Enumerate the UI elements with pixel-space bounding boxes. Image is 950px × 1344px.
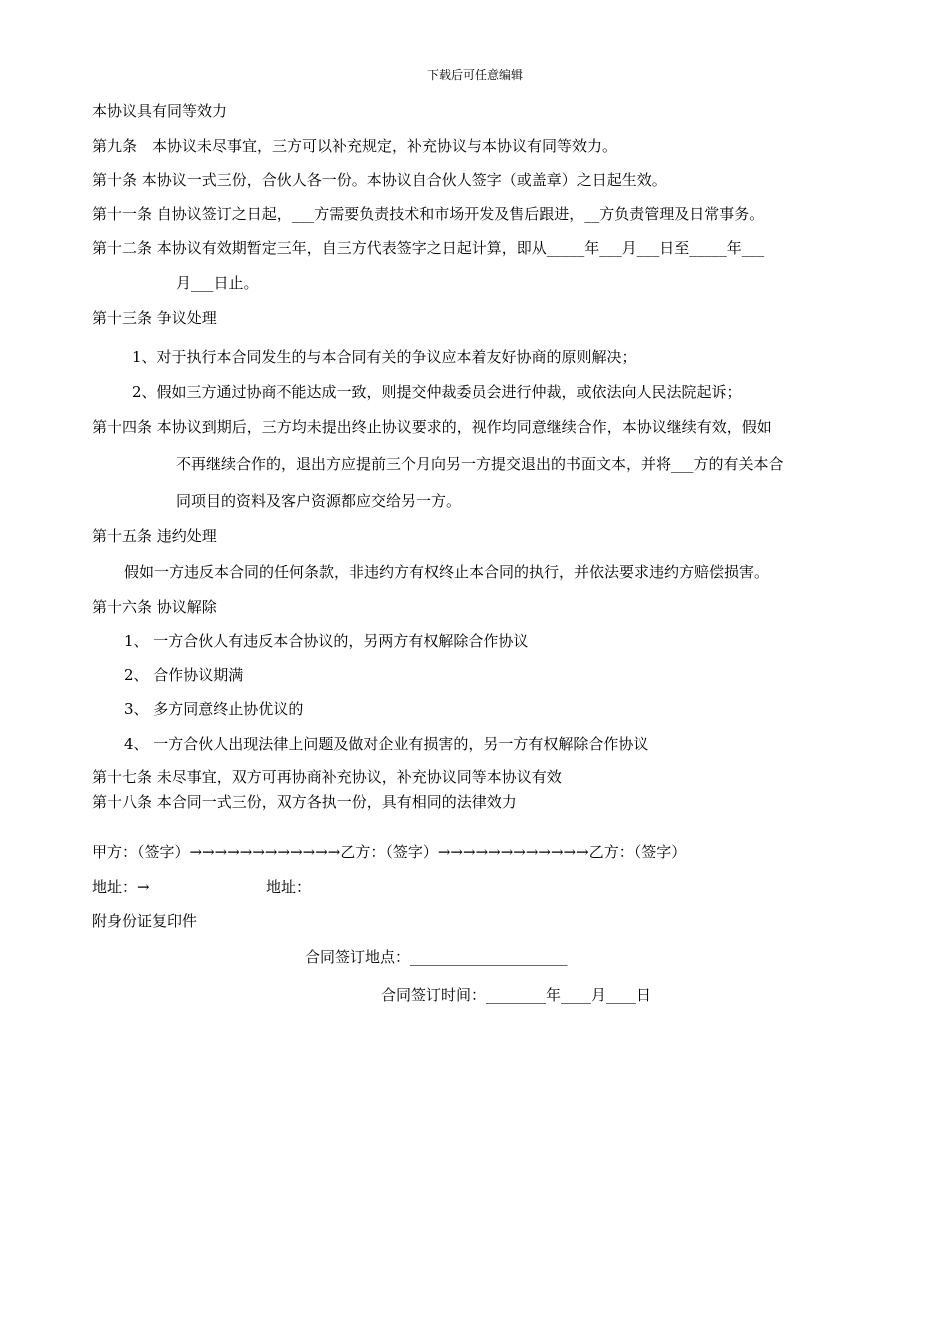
page-header: 下载后可任意编辑	[426, 68, 523, 82]
party-b2-signature-label: 乙方：（签字）	[588, 843, 687, 861]
tab-arrows-icon: →→→→→→→→→→→→	[437, 843, 589, 861]
clause-15-text: 假如一方违反本合同的任何条款，非违约方有权终止本合同的执行，并依法要求违约方赔偿损害。	[124, 563, 770, 581]
clause-18: 第十八条 本合同一式三份，双方各执一份，具有相同的法律效力	[92, 793, 517, 811]
party-a-signature-label: 甲方：（签字）	[92, 843, 190, 861]
tab-arrows-icon: →→→→→→→→→→→→	[189, 843, 341, 861]
signature-row	[92, 842, 686, 862]
clause-15-title: 第十五条 违约处理	[92, 527, 217, 545]
address-a: 地址：→	[92, 878, 150, 896]
clause-12-cont: 月___日止。	[176, 274, 259, 292]
clause-13-title: 第十三条 争议处理	[92, 309, 217, 327]
party-b-signature-label: 乙方：（签字）	[340, 843, 438, 861]
clause-16-item-4: 4、 一方合伙人出现法律上问题及做对企业有损害的，另一方有权解除合作协议	[124, 735, 649, 753]
address-b: 地址：	[266, 878, 312, 896]
clause-13-item-2: 2、假如三方通过协商不能达成一致，则提交仲裁委员会进行仲裁，或依法向人民法院起诉；	[132, 383, 742, 401]
clause-14-cont-2: 同项目的资料及客户资源都应交给另一方。	[176, 492, 462, 510]
clause-10: 第十条 本协议一式三份，合伙人各一份。本协议自合伙人签字（或盖章）之日起生效。	[92, 171, 667, 189]
clause-16-item-1: 1、 一方合伙人有违反本合协议的，另两方有权解除合作协议	[124, 632, 529, 650]
clause-16-title: 第十六条 协议解除	[92, 598, 217, 616]
clause-14-cont-1: 不再继续合作的，退出方应提前三个月向另一方提交退出的书面文本，并将___方的有关本合	[176, 455, 784, 473]
clause-12: 第十二条 本协议有效期暂定三年，自三方代表签字之日起计算，即从_____年___月___日至_____年___	[92, 239, 765, 257]
clause-9: 第九条 本协议未尽事宜，三方可以补充规定，补充协议与本协议有同等效力。	[92, 137, 618, 155]
clause-14: 第十四条 本协议到期后，三方均未提出终止协议要求的，视作均同意继续合作，本协议继续有效，假如	[92, 418, 772, 436]
attachment-note: 附身份证复印件	[92, 912, 198, 930]
clause-16-item-2: 2、 合作协议期满	[124, 666, 244, 684]
clause-11: 第十一条 自协议签订之日起，___方需要负责技术和市场开发及售后跟进，__方负责管理及日常事务。	[92, 205, 765, 223]
sign-place: 合同签订地点：_____________________	[305, 948, 568, 966]
sign-time: 合同签订时间：________年____月____日	[381, 986, 652, 1004]
clause-16-item-3: 3、 多方同意终止协优议的	[124, 700, 304, 718]
clause-17: 第十七条 未尽事宜，双方可再协商补充协议，补充协议同等本协议有效	[92, 768, 562, 786]
clause-13-item-1: 1、对于执行本合同发生的与本合同有关的争议应本着友好协商的原则解决；	[132, 348, 637, 366]
clause-line: 本协议具有同等效力	[92, 102, 228, 120]
